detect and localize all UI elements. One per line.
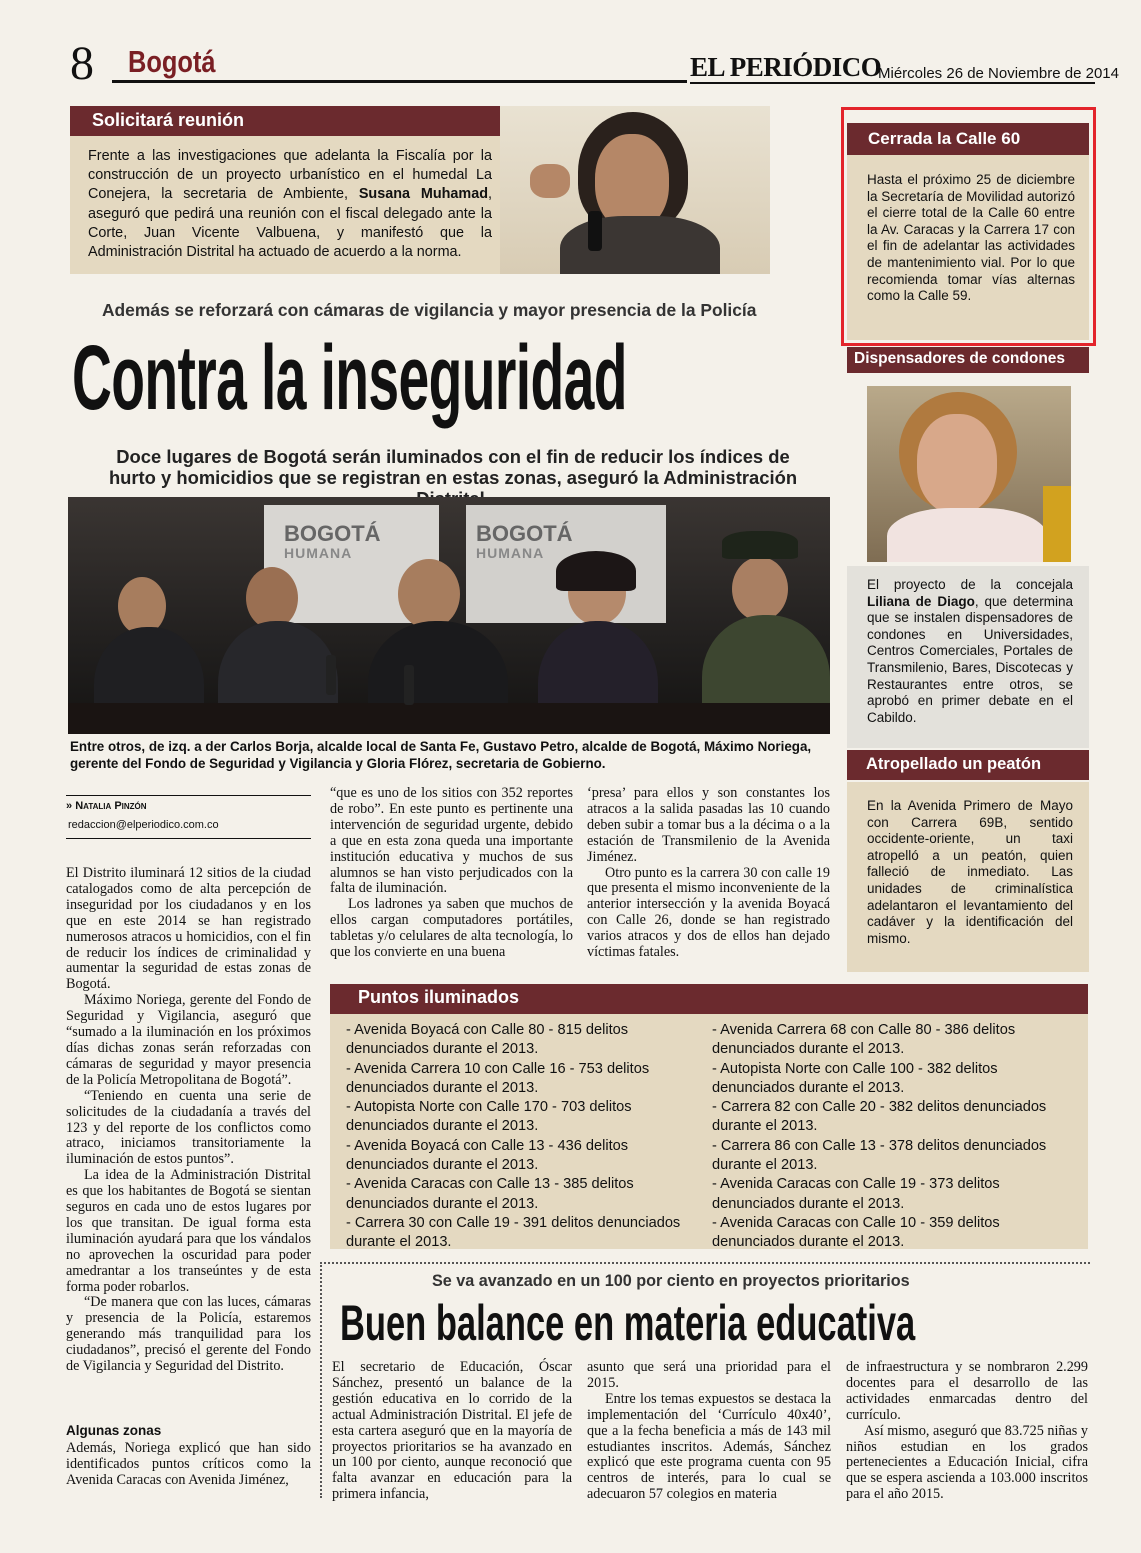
main-deck: Doce lugares de Bogotá serán iluminados con el fin de reducir los índices de hurto y homicidios que se registran en estas zonas, aseguró la Administración bbox=[108, 446, 798, 488]
byline: » Natalia Pinzón bbox=[66, 800, 147, 812]
edu-col3-p1: de infraestructura y se nombraron 2.299 docentes para el desarrollo de las actividades enmarcadas dentro del currículo. bbox=[846, 1359, 1088, 1423]
edu-col-1: El secretario de Educación, Óscar Sánchez, presentó un balance de la gestión educativa en lo corrido de la actual Administración Distrital. El jefe de esta cartera aseguró que en la mayoría de proyectos prioritarios se ha avanzado en un 100 por ciento, aunque reconoció que falta avanzar en educación para la primera infancia, bbox=[332, 1359, 572, 1503]
masthead: EL PERIÓDICO bbox=[690, 52, 882, 82]
header-rule-right bbox=[690, 82, 1095, 84]
main-col3-p2: Otro punto es la carrera 30 con calle 19 que presenta el mismo inconveniente de la anterior intersección y la avenida Boyacá con Calle 26, donde se han registrado varios atracos y dos de ellos han dejado víctimas fatales. bbox=[587, 864, 830, 961]
punto-item: - Avenida Caracas con Calle 19 - 373 delitos denunciados durante el 2013. bbox=[712, 1176, 1000, 1212]
susana-muhamad-photo bbox=[500, 106, 770, 274]
main-photo bbox=[68, 497, 830, 734]
photo-logo-text-3: BOGOTÁ bbox=[476, 521, 573, 546]
subhead-algunas-zonas: Algunas zonas bbox=[66, 1423, 162, 1438]
condones-title: Dispensadores de condones bbox=[854, 350, 1066, 367]
main-col3-p1: ‘presa’ para ellos y son constantes los atracos a la salida pasadas las 10 cuando deben subir a tomar bus a la décima o a la estación de Transmilenio de la Avenida Jiménez. bbox=[587, 785, 830, 865]
byline-rule-bottom bbox=[66, 838, 311, 839]
peaton-body: En la Avenida Primero de Mayo con Carrera 69B, sentido occidente-oriente, un taxi atropelló a un peatón, quien falleció de inmediato. Las unidades de criminalística adelantaron el levantamiento del cadáver y la identificación del mismo. bbox=[867, 798, 1073, 946]
main-col1-p4: La idea de la Administración Distrital es que los habitantes de Bogotá se sientan seguros en cada uno de estos lugares por los que transitan. De igual forma esta iluminación ayudará para que los vándalos no aprovechen la oscuridad para poder amedrantar a los transeúntes y de esta forma poder robarlos. bbox=[66, 1167, 311, 1295]
edu-kicker: Se va avanzado en un 100 por ciento en proyectos prioritarios bbox=[432, 1272, 910, 1290]
photo-logo-text-1: BOGOTÁ bbox=[284, 521, 381, 546]
puntos-title: Puntos iluminados bbox=[358, 987, 520, 1007]
edu-col2-p1: asunto que será una prioridad para el 2015. bbox=[587, 1359, 831, 1391]
edu-col3-p2: Así mismo, aseguró que 83.725 niñas y niños estudian en los grados pertenecientes a Educación Inicial, cifra que se espera ascienda a 103.000 inscritos para el año 2015. bbox=[846, 1422, 1088, 1503]
issue-date: Miércoles 26 de Noviembre de 2014 bbox=[878, 65, 1119, 82]
punto-item: - Carrera 86 con Calle 13 - 378 delitos denunciados durante el 2013. bbox=[712, 1137, 1047, 1174]
punto-item: - Autopista Norte con Calle 170 - 703 delitos denunciados durante el 2013. bbox=[346, 1099, 632, 1135]
byline-rule bbox=[66, 795, 311, 796]
page-number: 8 bbox=[70, 37, 94, 90]
punto-item: - Avenida Carrera 68 con Calle 80 - 386 delitos denunciados durante el 2013. bbox=[712, 1022, 1016, 1058]
main-col-3 bbox=[587, 786, 830, 961]
punto-item: - Avenida Boyacá con Calle 13 - 436 delitos denunciados durante el 2013. bbox=[346, 1137, 629, 1174]
calle60-title: Cerrada la Calle 60 bbox=[868, 129, 1021, 148]
byline-email: redaccion@elperiodico.com.co bbox=[68, 819, 219, 831]
main-col2-p2: Los ladrones ya saben que muchos de ellos cargan computadores portátiles, tabletas y/o celulares de alta tecnología, lo que los convierte en una buena bbox=[330, 896, 573, 961]
edu-headline: Buen balance en materia educativa bbox=[340, 1295, 916, 1351]
puntos-list-left bbox=[346, 1021, 696, 1253]
main-col1-p2: Máximo Noriega, gerente del Fondo de Seguridad y Vigilancia, aseguró que “sumado a la iluminación en los próximos días dichas zonas serán reforzadas con cámaras de seguridad y mayor presencia de la Policía Metropolitana de Bogotá”. bbox=[66, 992, 311, 1088]
main-col-1 bbox=[66, 866, 311, 1375]
main-photo-caption: Entre otros, de izq. a der Carlos Borja, alcalde local de Santa Fe, Gustavo Petro, alcalde de Bogotá, Máximo Noriega, gerente del Fondo de Seguridad y Vigilancia y Gloria Flórez, secretaria de Gobierno. bbox=[70, 739, 812, 771]
section-name: Bogotá bbox=[128, 44, 216, 79]
condones-name: Liliana de Diago bbox=[867, 593, 975, 609]
peaton-title: Atropellado un peatón bbox=[866, 755, 1042, 773]
punto-item: - Avenida Carrera 10 con Calle 16 - 753 delitos denunciados durante el 2013. bbox=[346, 1060, 650, 1096]
main-col1-lead: El Distrito iluminará 12 sitios de la ciudad catalogados como de alta percepción de inseguridad por los ciudadanos y en los que en este 2014 se han registrado numerosos atracos u homicidios, con el fin de reducir los índices de criminalidad y aumentar la seguridad de estas zonas de Bogotá. bbox=[66, 865, 311, 993]
main-col1-p6: Además, Noriega explicó que han sido identificados puntos críticos como la Avenida Caracas con Avenida Jiménez, bbox=[66, 1440, 311, 1488]
photo-logo-text-2: HUMANA bbox=[284, 545, 353, 561]
main-kicker: Además se reforzará con cámaras de vigilancia y mayor presencia de la Policía bbox=[102, 300, 757, 320]
meeting-brief-body: Frente a las investigaciones que adelanta la Fiscalía por la construcción de un proyecto urbanístico en el humedal La Conejera, la secretaria de Ambiente, Susana Muhamad, aseguró que pedirá una reunión con el fiscal delegado ante la Corte, Juan Vicente Valbuena, y manifestó que la Administración Distrital ha actuado de acuerdo a la norma. bbox=[88, 148, 492, 261]
edu-col-3 bbox=[846, 1360, 1088, 1503]
main-col1-p5: “De manera que con las luces, cámaras y presencia de la Policía, estaremos generando más tranquilidad para los ciudadanos”, precisó el gerente del Fondo de Vigilancia y Seguridad del Distrito. bbox=[66, 1294, 311, 1375]
punto-item: - Avenida Boyacá con Calle 80 - 815 delitos denunciados durante el 2013. bbox=[346, 1022, 629, 1058]
liliana-de-diago-photo bbox=[867, 386, 1071, 562]
edu-col-2 bbox=[587, 1360, 831, 1503]
punto-item: - Carrera 82 con Calle 20 - 382 delitos denunciados durante el 2013. bbox=[712, 1099, 1047, 1135]
main-col-2 bbox=[330, 786, 573, 961]
condones-body: El proyecto de la concejala Liliana de Diago, que determina que se instalen dispensadores de condones en Universidades, Centros Comerciales, Portales de Transmilenio, Bares, Discotecas y Restaurantes entre otros, se aprobó en primer debate en el Cabildo. bbox=[867, 577, 1073, 725]
edu-col2-p2: Entre los temas expuestos se destaca la implementación del ‘Currículo 40x40’, que a la fecha beneficia a más de 143 mil estudiantes inscritos. Además, Sánchez explicó que este programa cuenta con 95 centros de interés, para lo cual se adecuaron 57 colegios en materia bbox=[587, 1390, 831, 1503]
main-col2-p1: “que es uno de los sitios con 352 reportes de robo”. En este punto es pertinente una intervención de seguridad urgente, debido a que en esta zona queda una importante institución educativa y muchos de sus alumnos se han visto perjudicados con la falta de iluminación. bbox=[330, 785, 573, 897]
punto-item: - Avenida Caracas con Calle 10 - 359 delitos denunciados durante el 2013. bbox=[712, 1214, 1000, 1251]
punto-item: - Carrera 30 con Calle 19 - 391 delitos denunciados durante el 2013. bbox=[346, 1214, 681, 1251]
meeting-brief-name: Susana Muhamad bbox=[358, 186, 488, 203]
photo-logo-text-4: HUMANA bbox=[476, 545, 545, 561]
punto-item: - Avenida Caracas con Calle 13 - 385 delitos denunciados durante el 2013. bbox=[346, 1176, 634, 1212]
calle60-body: Hasta el próximo 25 de diciembre la Secretaría de Movilidad autorizó el cierre total de la Calle 60 entre la Av. Caracas y la Carrera 17 con el fin de adelantar las actividades de mantenimiento vial. Por lo que recomienda tomar vías alternas como la Calle 59. bbox=[867, 172, 1075, 304]
puntos-list-right bbox=[712, 1021, 1072, 1253]
header-rule bbox=[112, 80, 687, 83]
main-headline: Contra la inseguridad bbox=[72, 327, 627, 429]
meeting-brief-title: Solicitará reunión bbox=[92, 110, 245, 130]
punto-item: - Autopista Norte con Calle 100 - 382 delitos denunciados durante el 2013. bbox=[712, 1060, 998, 1096]
main-col1-p3: “Teniendo en cuenta una serie de solicitudes de la ciudadanía a través del 123 y del reporte de los conflictos como atraco, iniciamos transitoriamente la iluminación de estos puntos”. bbox=[66, 1087, 311, 1168]
